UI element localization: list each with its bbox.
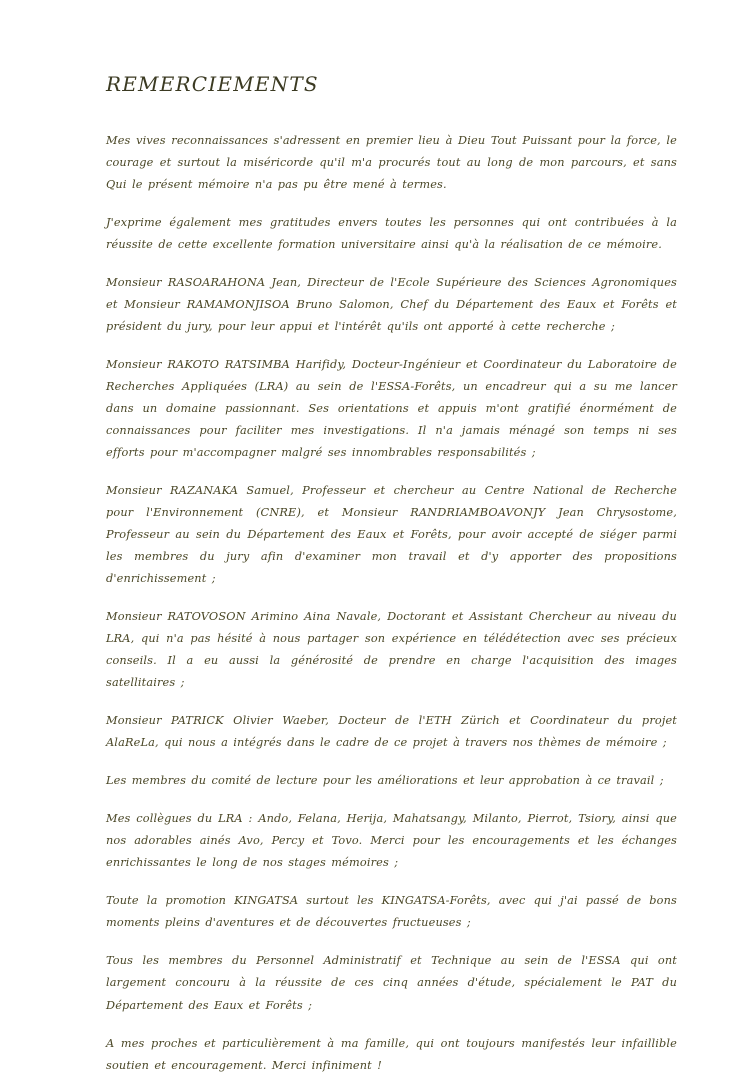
paragraph: Mes vives reconnaissances s'adressent en premier lieu à Dieu Tout Puissant pour la force, le courage et surtout la miséricorde qu'il m'a procurés tout au long de mon parcours, et sans Qui le présent mémoire n'a pas pu être mené à termes.: [106, 134, 677, 192]
paragraph: Monsieur PATRICK Olivier Waeber, Docteur de l'ETH Zürich et Coordinateur du projet AlaReLa, qui nous a intégrés dans le cadre de ce projet à travers nos thèmes de mémoire ;: [106, 714, 677, 750]
paragraph: Mes collègues du LRA : Ando, Felana, Herija, Mahatsangy, Milanto, Pierrot, Tsiory, ainsi que nos adorables ainés Avo, Percy et Tovo. Merci pour les encouragements et les échanges enrichissantes le long de nos stages mémoires ;: [106, 812, 677, 870]
paragraph: Monsieur RASOARAHONA Jean, Directeur de l'Ecole Supérieure des Sciences Agronomiques et Monsieur RAMAMONJISOA Bruno Salomon, Chef du Département des Eaux et Forêts et président du jury, pour leur appui et l'intérêt qu'ils ont apporté à cette recherche ;: [106, 276, 677, 334]
paragraph: Tous les membres du Personnel Administratif et Technique au sein de l'ESSA qui ont largement concouru à la réussite de ces cinq années d'étude, spécialement le PAT du Département des Eaux et Forêts ;: [106, 954, 677, 1012]
paragraph: A mes proches et particulièrement à ma famille, qui ont toujours manifestés leur infaillible soutien et encouragement. Merci infiniment !: [106, 1036, 677, 1072]
paragraph: Monsieur RAZANAKA Samuel, Professeur et chercheur au Centre National de Recherche pour l'Environnement (CNRE), et Monsieur RANDRIAMBOAVONJY Jean Chrysostome, Professeur au sein du Département des Eaux et Forêts, pour avoir accepté de siéger parmi les membres du jury afin d'examiner mon travail et d'y apporter des propositions d'enrichissement ;: [106, 484, 677, 586]
paragraph: Les membres du comité de lecture pour les améliorations et leur approbation à ce travail ;: [106, 774, 664, 788]
paragraph: Monsieur RAKOTO RATSIMBA Harifidy, Docteur-Ingénieur et Coordinateur du Laboratoire de Recherches Appliquées (LRA) au sein de l'ESSA-Forêts, un encadreur qui a su me lancer dans un domaine passionnant. Ses orientations et appuis m'ont gratifié énormément de connaissances pour faciliter mes investigations. Il n'a jamais ménagé son temps ni ses efforts pour m'accompagner malgré ses innombrables responsabilités ;: [106, 358, 677, 460]
paragraph: Toute la promotion KINGATSA surtout les KINGATSA-Forêts, avec qui j'ai passé de bons moments pleins d'aventures et de découvertes fructueuses ;: [106, 894, 677, 930]
page-title: REMERCIEMENTS: [106, 72, 319, 96]
paragraph: Monsieur RATOVOSON Arimino Aina Navale, Doctorant et Assistant Chercheur au niveau du LRA, qui n'a pas hésité à nous partager son expérience en télédétection avec ses précieux conseils. Il a eu aussi la générosité de prendre en charge l'acquisition des images satellitaires ;: [106, 610, 677, 690]
document-body: [106, 130, 677, 1077]
paragraph: J'exprime également mes gratitudes envers toutes les personnes qui ont contribuées à la réussite de cette excellente formation universitaire ainsi qu'à la réalisation de ce mémoire.: [106, 216, 677, 252]
